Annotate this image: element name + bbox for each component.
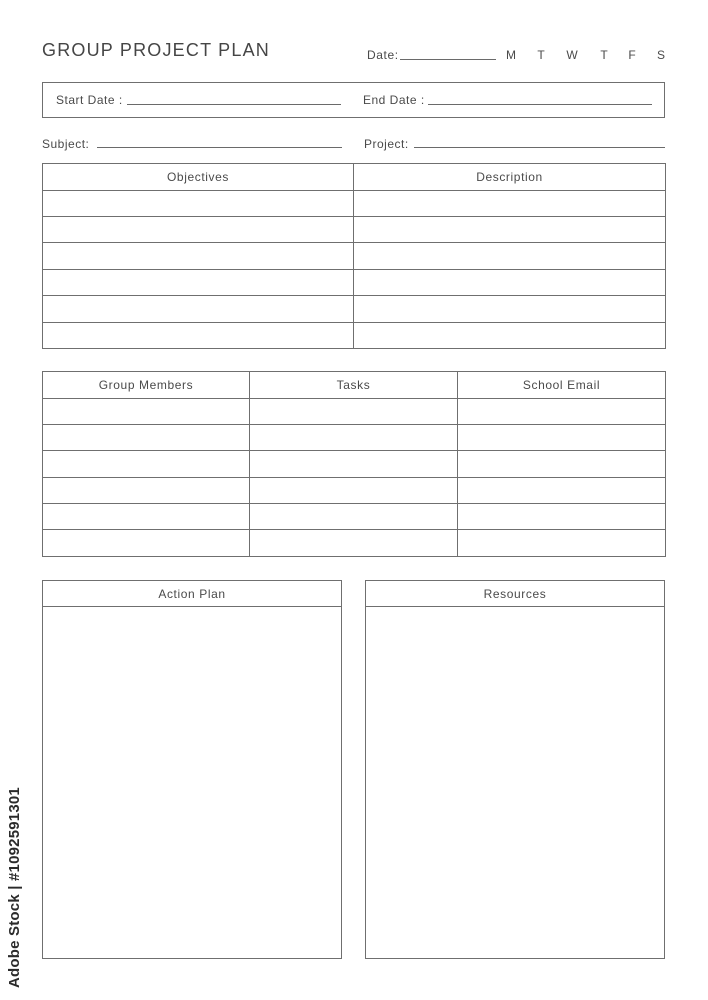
objective-cell[interactable] — [43, 323, 354, 349]
email-cell[interactable] — [458, 425, 666, 451]
table-row — [43, 530, 666, 557]
description-cell[interactable] — [354, 323, 666, 349]
description-cell[interactable] — [354, 217, 666, 243]
school-email-header: School Email — [458, 372, 666, 399]
task-cell[interactable] — [250, 530, 458, 557]
task-cell[interactable] — [250, 451, 458, 478]
objectives-header-row — [43, 164, 666, 191]
description-cell[interactable] — [354, 270, 666, 296]
start-date-label: Start Date : — [56, 93, 123, 107]
start-date-field[interactable] — [127, 104, 341, 105]
date-field[interactable] — [400, 59, 496, 60]
end-date-label: End Date : — [363, 93, 425, 107]
email-cell[interactable] — [458, 530, 666, 557]
table-row — [43, 451, 666, 478]
day-wednesday[interactable]: W — [566, 48, 578, 62]
table-row — [43, 296, 666, 323]
day-saturday[interactable]: S — [656, 48, 665, 62]
date-label: Date: — [367, 48, 399, 62]
table-row — [43, 399, 666, 425]
day-monday[interactable]: M — [506, 48, 516, 62]
objective-cell[interactable] — [43, 243, 354, 270]
description-cell[interactable] — [354, 243, 666, 270]
objective-cell[interactable] — [43, 296, 354, 323]
description-header: Description — [354, 164, 666, 191]
task-cell[interactable] — [250, 399, 458, 425]
member-cell[interactable] — [43, 530, 250, 557]
task-cell[interactable] — [250, 425, 458, 451]
tasks-header: Tasks — [250, 372, 458, 399]
subject-label: Subject: — [42, 137, 90, 151]
stock-watermark: Adobe Stock | #1092591301 — [6, 787, 23, 988]
member-cell[interactable] — [43, 399, 250, 425]
date-range-box — [42, 82, 665, 118]
project-label: Project: — [364, 137, 409, 151]
table-row — [43, 191, 666, 217]
member-cell[interactable] — [43, 504, 250, 530]
member-cell[interactable] — [43, 451, 250, 478]
objectives-table — [42, 163, 666, 349]
description-cell[interactable] — [354, 191, 666, 217]
task-cell[interactable] — [250, 478, 458, 504]
member-cell[interactable] — [43, 478, 250, 504]
day-tuesday[interactable]: T — [537, 48, 545, 62]
objective-cell[interactable] — [43, 191, 354, 217]
table-row — [43, 425, 666, 451]
objectives-header: Objectives — [43, 164, 354, 191]
page-title: GROUP PROJECT PLAN — [42, 40, 270, 60]
members-header-row — [43, 372, 666, 399]
table-row — [43, 478, 666, 504]
email-cell[interactable] — [458, 451, 666, 478]
action-plan-header: Action Plan — [43, 581, 341, 607]
resources-panel — [365, 580, 665, 959]
subject-field[interactable] — [97, 147, 342, 148]
day-thursday[interactable]: T — [600, 48, 608, 62]
task-cell[interactable] — [250, 504, 458, 530]
table-row — [43, 323, 666, 349]
table-row — [43, 270, 666, 296]
group-members-header: Group Members — [43, 372, 250, 399]
objective-cell[interactable] — [43, 270, 354, 296]
table-row — [43, 243, 666, 270]
project-field[interactable] — [414, 147, 665, 148]
objective-cell[interactable] — [43, 217, 354, 243]
table-row — [43, 217, 666, 243]
member-cell[interactable] — [43, 425, 250, 451]
action-plan-area[interactable] — [43, 607, 341, 958]
action-plan-panel — [42, 580, 342, 959]
email-cell[interactable] — [458, 399, 666, 425]
members-table — [42, 371, 666, 557]
resources-area[interactable] — [366, 607, 664, 958]
day-friday[interactable]: F — [628, 48, 636, 62]
email-cell[interactable] — [458, 504, 666, 530]
table-row — [43, 504, 666, 530]
resources-header: Resources — [366, 581, 664, 607]
end-date-field[interactable] — [428, 104, 652, 105]
description-cell[interactable] — [354, 296, 666, 323]
email-cell[interactable] — [458, 478, 666, 504]
